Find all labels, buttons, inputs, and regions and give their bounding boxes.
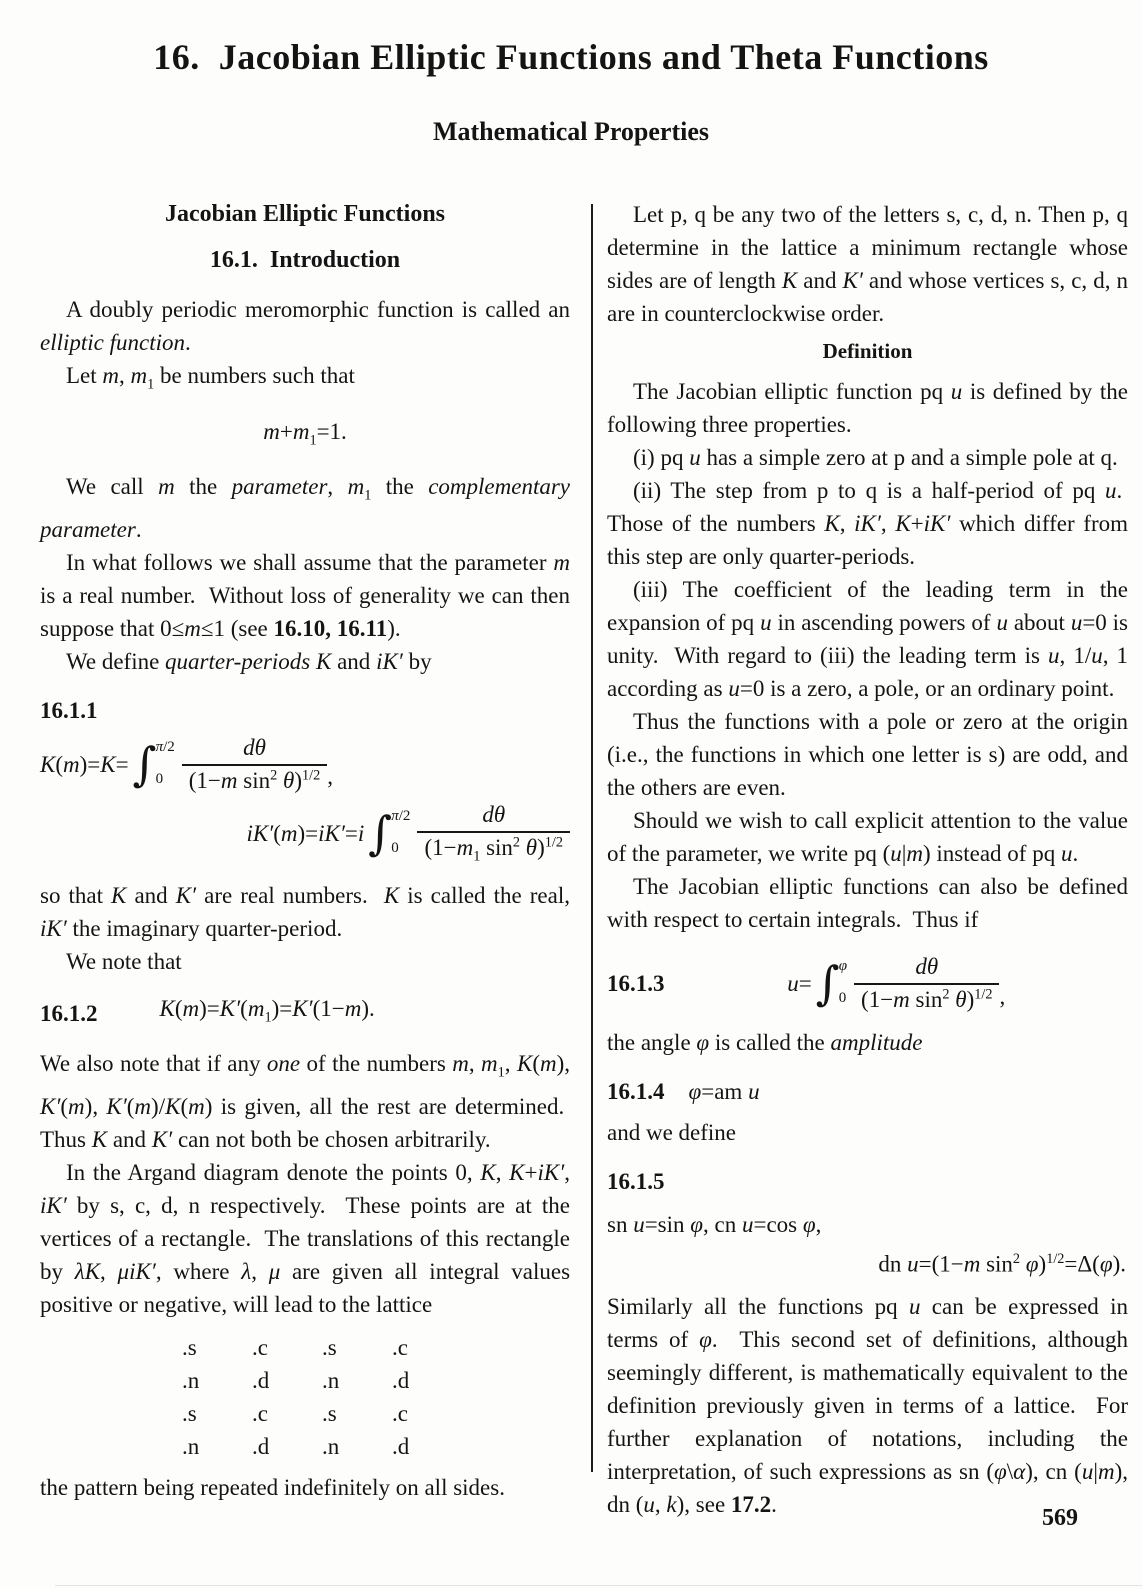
paragraph-and-we-define: and we define: [607, 1119, 736, 1145]
lattice-cell: .n: [182, 1433, 200, 1459]
integral-upper-limit: φ: [838, 958, 848, 975]
fraction-numerator: dθ: [482, 802, 506, 828]
lattice-cell: .n: [182, 1367, 200, 1393]
equation-16-1-5-line1: sn u=sin φ, cn u=cos φ,: [607, 1211, 822, 1237]
fraction: [182, 733, 327, 797]
equation-16-1-3: [607, 952, 1128, 1016]
equation-label-16-1-1: 16.1.1: [40, 697, 98, 723]
equation-lhs: K(m)=K=: [40, 752, 129, 778]
lattice-cell: .c: [252, 1400, 268, 1426]
equation-trailing-comma: ,: [327, 764, 333, 790]
fraction: [854, 952, 999, 1016]
lattice-cell: .c: [392, 1400, 408, 1426]
paragraph-property-iii: (iii) The coefficient of the leading term in the expansion of pq u in ascending powers of u about u=0 is unity. With regard to (iii) the leading term is u, 1/u, 1 according as u=0 is a zero, a pole, or an ordinary point.: [607, 577, 1129, 701]
paragraph-let-m: Let m, $m_1$ be numbers such that: [66, 363, 355, 393]
lattice-cell: .s: [182, 1334, 197, 1360]
equation-16-1-1-line1: [40, 733, 570, 797]
integral-sign: ∫ π/2 0: [368, 806, 411, 861]
section-heading: Jacobian Elliptic Functions: [164, 201, 446, 227]
fraction-numerator: dθ: [243, 734, 266, 760]
lattice-cell: .d: [392, 1367, 410, 1393]
fraction-denominator: ($1-m_1$ $\sin^2 \theta)^{1/2}$: [417, 831, 570, 867]
paragraph-assume-real: In what follows we shall assume that the parameter m is a real number. Without loss of generality we can then suppose that 0≤m≤1 (see 16.10, 16.11).: [40, 549, 570, 641]
paragraph-parameter: We call m the parameter, $m_1$ the complementary parameter.: [40, 474, 570, 542]
equation-label-16-1-4: 16.1.4: [607, 1078, 665, 1104]
integral-sign: ∫ π/2 0: [132, 737, 175, 792]
equation-label-16-1-2: 16.1.2: [40, 1001, 98, 1027]
lattice-cell: .s: [182, 1400, 197, 1426]
integral-upper-limit: π/2: [391, 808, 411, 825]
paragraph-defined-by-integrals: The Jacobian elliptic functions can also be defined with respect to certain integrals. Thus if: [607, 874, 1128, 932]
lattice-cell: .d: [392, 1433, 410, 1459]
integral-lower-limit: 0: [838, 990, 847, 1007]
lattice-cell: .s: [322, 1400, 337, 1426]
integral-upper-limit: π/2: [155, 739, 175, 756]
equation-16-1-1-line2: [40, 800, 570, 867]
paragraph-property-i: (i) pq u has a simple zero at p and a simple pole at q.: [633, 445, 1118, 470]
paragraph-explicit-parameter: Should we wish to call explicit attention to the value of the parameter, we write pq (u|m) instead of pq u.: [607, 808, 1128, 866]
paragraph-definition-intro: The Jacobian elliptic function pq u is defined by the following three properties.: [607, 379, 1128, 437]
definition-heading: Definition: [822, 339, 913, 363]
equation-body: φ=am u: [688, 1078, 760, 1104]
equation-16-1-4: [607, 1075, 1128, 1108]
chapter-title: 16. Jacobian Elliptic Functions and Theta Functions: [153, 37, 989, 77]
fraction: [417, 800, 570, 867]
paragraph-letters-pq: Let p, q be any two of the letters s, c, d, n. Then p, q determine in the lattice a minimum rectangle whose sides are of length K and K′ and whose vertices s, c, d, n are in counterclockwise order.: [607, 202, 1128, 326]
subsection-heading: 16.1. Introduction: [209, 247, 401, 273]
page-number: 569: [1042, 1505, 1078, 1531]
paragraph-property-ii: (ii) The step from p to q is a half-period of pq u. Those of the numbers K, iK′, K+iK′ which differ from this step are only quarter-periods.: [607, 478, 1128, 569]
equation-lhs: u=: [787, 971, 812, 997]
fraction-denominator: (1−m $\sin^2 \theta)^{1/2}$: [182, 764, 327, 797]
equation-16-1-2: [40, 992, 570, 1035]
fraction-numerator: dθ: [915, 954, 939, 979]
integral-sign: ∫ φ 0: [815, 956, 848, 1011]
lattice-cell: .d: [252, 1367, 270, 1393]
paragraph-amplitude: the angle φ is called the amplitude: [607, 1029, 923, 1055]
lattice-cell: .n: [322, 1433, 340, 1459]
equation-16-1-5-line2: dn u=(1−m $\sin^2 \varphi)^{1/2}=\Delta(\varphi)$.: [878, 1250, 1126, 1277]
two-column-layout: [40, 198, 1128, 1521]
paragraph-define-quarter-periods: We define quarter-periods K and iK′ by: [66, 648, 432, 674]
equation-body: $K(m)=K'(m_1)=K'(1-m)$.: [159, 996, 375, 1027]
paragraph-also-note: We also note that if any one of the numbers m, $m_1$, K(m), K′(m), K′(m)/K(m) is given, all the rest are determined. Thus K and K′ can not both be chosen arbitrarily.: [40, 1051, 571, 1152]
lattice-cell: .n: [322, 1367, 340, 1393]
integral-lower-limit: 0: [155, 770, 164, 787]
lattice-cell: .s: [322, 1334, 337, 1360]
equation-label-16-1-5: 16.1.5: [607, 1168, 665, 1194]
equation-label-16-1-3: 16.1.3: [607, 971, 665, 997]
paragraph-pattern-repeated: the pattern being repeated indefinitely on all sides.: [40, 1474, 505, 1500]
lattice-cell: .c: [392, 1334, 408, 1360]
left-column: [40, 198, 570, 1504]
paragraph-odd-even: Thus the functions with a pole or zero at the origin (i.e., the functions in which one letter is s) are odd, and the others are even.: [607, 709, 1128, 800]
lattice-cell: .d: [252, 1433, 270, 1459]
lattice-pattern: [182, 1331, 570, 1463]
page-subtitle: Mathematical Properties: [432, 117, 710, 146]
paragraph-argand: In the Argand diagram denote the points 0, K, K+iK′, iK′ by s, c, d, n respectively. These points are at the vertices of a rectangle. The translations of this rectangle by λK, μiK′, where λ, μ are given all integral values positive or negative, will lead to the lattice: [40, 1159, 571, 1317]
paragraph-we-note: We note that: [66, 949, 182, 975]
integral-lower-limit: 0: [391, 840, 399, 857]
equation-lhs: iK′(m)=iK′=i: [246, 821, 365, 847]
equation-m-plus-m1: $m+m_1=1$.: [263, 418, 347, 449]
paragraph-so-that: so that K and K′ are real numbers. K is called the real, iK′ the imaginary quarter-period.: [40, 883, 570, 942]
paragraph-elliptic-function: A doubly periodic meromorphic function is called an elliptic function.: [40, 297, 570, 355]
right-column: [593, 198, 1128, 1521]
fraction-denominator: (1−m $\sin^2 \theta)^{1/2}$: [854, 983, 999, 1016]
equation-trailing-comma: ,: [999, 983, 1006, 1009]
page-bottom-edge: [55, 1585, 1142, 1586]
paragraph-similarly: Similarly all the functions pq u can be expressed in terms of φ. This second set of definitions, although seemingly different, is mathematically equivalent to the definition previously given in terms of a lattice. For further explanation of notations, including the interpretation, of such expressions as sn (φ\α), cn (u|m), dn (u, k), see 17.2.: [607, 1294, 1129, 1518]
lattice-cell: .c: [252, 1334, 268, 1360]
